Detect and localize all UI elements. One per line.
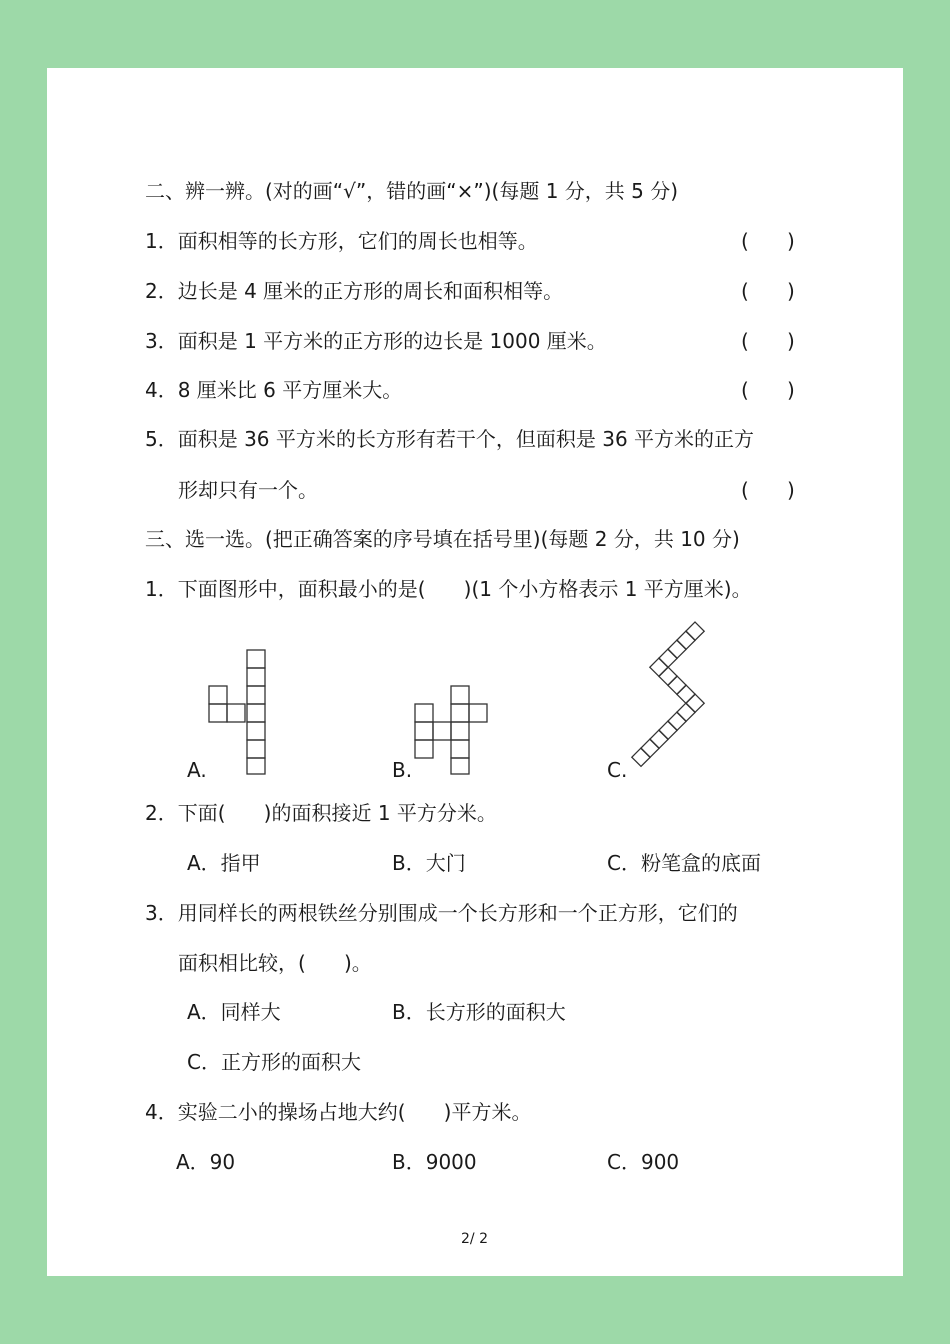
figure-b-grid <box>411 682 491 778</box>
s2-item-1-answer-blank[interactable]: ( ) <box>741 229 795 253</box>
s3-q4-option-a: A．90 <box>176 1150 236 1174</box>
s3-q3-option-a: A．同样大 <box>187 1000 281 1024</box>
s2-item-2: 2．边长是 4 厘米的正方形的周长和面积相等。 <box>145 279 564 303</box>
figure-c-label: C. <box>607 758 628 782</box>
figure-a-label: A. <box>187 758 207 782</box>
s3-q1: 1．下面图形中，面积最小的是( )(1 个小方格表示 1 平方厘米)。 <box>145 577 752 601</box>
s3-q2: 2．下面( )的面积接近 1 平方分米。 <box>145 801 497 825</box>
s3-q2-option-a: A．指甲 <box>187 851 261 875</box>
s2-item-5-cont: 形却只有一个。 <box>178 478 318 502</box>
s3-q3: 3．用同样长的两根铁丝分别围成一个长方形和一个正方形，它们的 <box>145 901 738 925</box>
s2-item-1: 1．面积相等的长方形，它们的周长也相等。 <box>145 229 538 253</box>
s2-item-3-answer-blank[interactable]: ( ) <box>741 329 795 353</box>
section-3-heading: 三、选一选。(把正确答案的序号填在括号里)(每题 2 分，共 10 分) <box>145 527 740 551</box>
s3-q3-option-c: C．正方形的面积大 <box>187 1050 361 1074</box>
s3-q4: 4．实验二小的操场占地大约( )平方米。 <box>145 1100 532 1124</box>
s3-q3-option-b: B．长方形的面积大 <box>392 1000 566 1024</box>
s3-q2-option-c: C．粉笔盒的底面 <box>607 851 761 875</box>
figure-b-label: B. <box>392 758 413 782</box>
figure-c-grid <box>627 618 727 778</box>
section-2-heading: 二、辨一辨。(对的画“√”，错的画“×”)(每题 1 分，共 5 分) <box>145 179 679 203</box>
s3-q4-option-b: B．9000 <box>392 1150 477 1174</box>
worksheet-page <box>47 68 903 1276</box>
s3-q3-cont: 面积相比较，( )。 <box>178 951 372 975</box>
s2-item-3: 3．面积是 1 平方米的正方形的边长是 1000 厘米。 <box>145 329 607 353</box>
s2-item-4: 4．8 厘米比 6 平方厘米大。 <box>145 378 403 402</box>
s3-q2-option-b: B．大门 <box>392 851 466 875</box>
s2-item-4-answer-blank[interactable]: ( ) <box>741 378 795 402</box>
s2-item-5-answer-blank[interactable]: ( ) <box>741 478 795 502</box>
figure-a-grid <box>207 646 269 776</box>
page-number: 2/ 2 <box>461 1231 488 1247</box>
s2-item-5: 5．面积是 36 平方米的长方形有若干个，但面积是 36 平方米的正方 <box>145 427 755 451</box>
s2-item-2-answer-blank[interactable]: ( ) <box>741 279 795 303</box>
s3-q4-option-c: C．900 <box>607 1150 680 1174</box>
